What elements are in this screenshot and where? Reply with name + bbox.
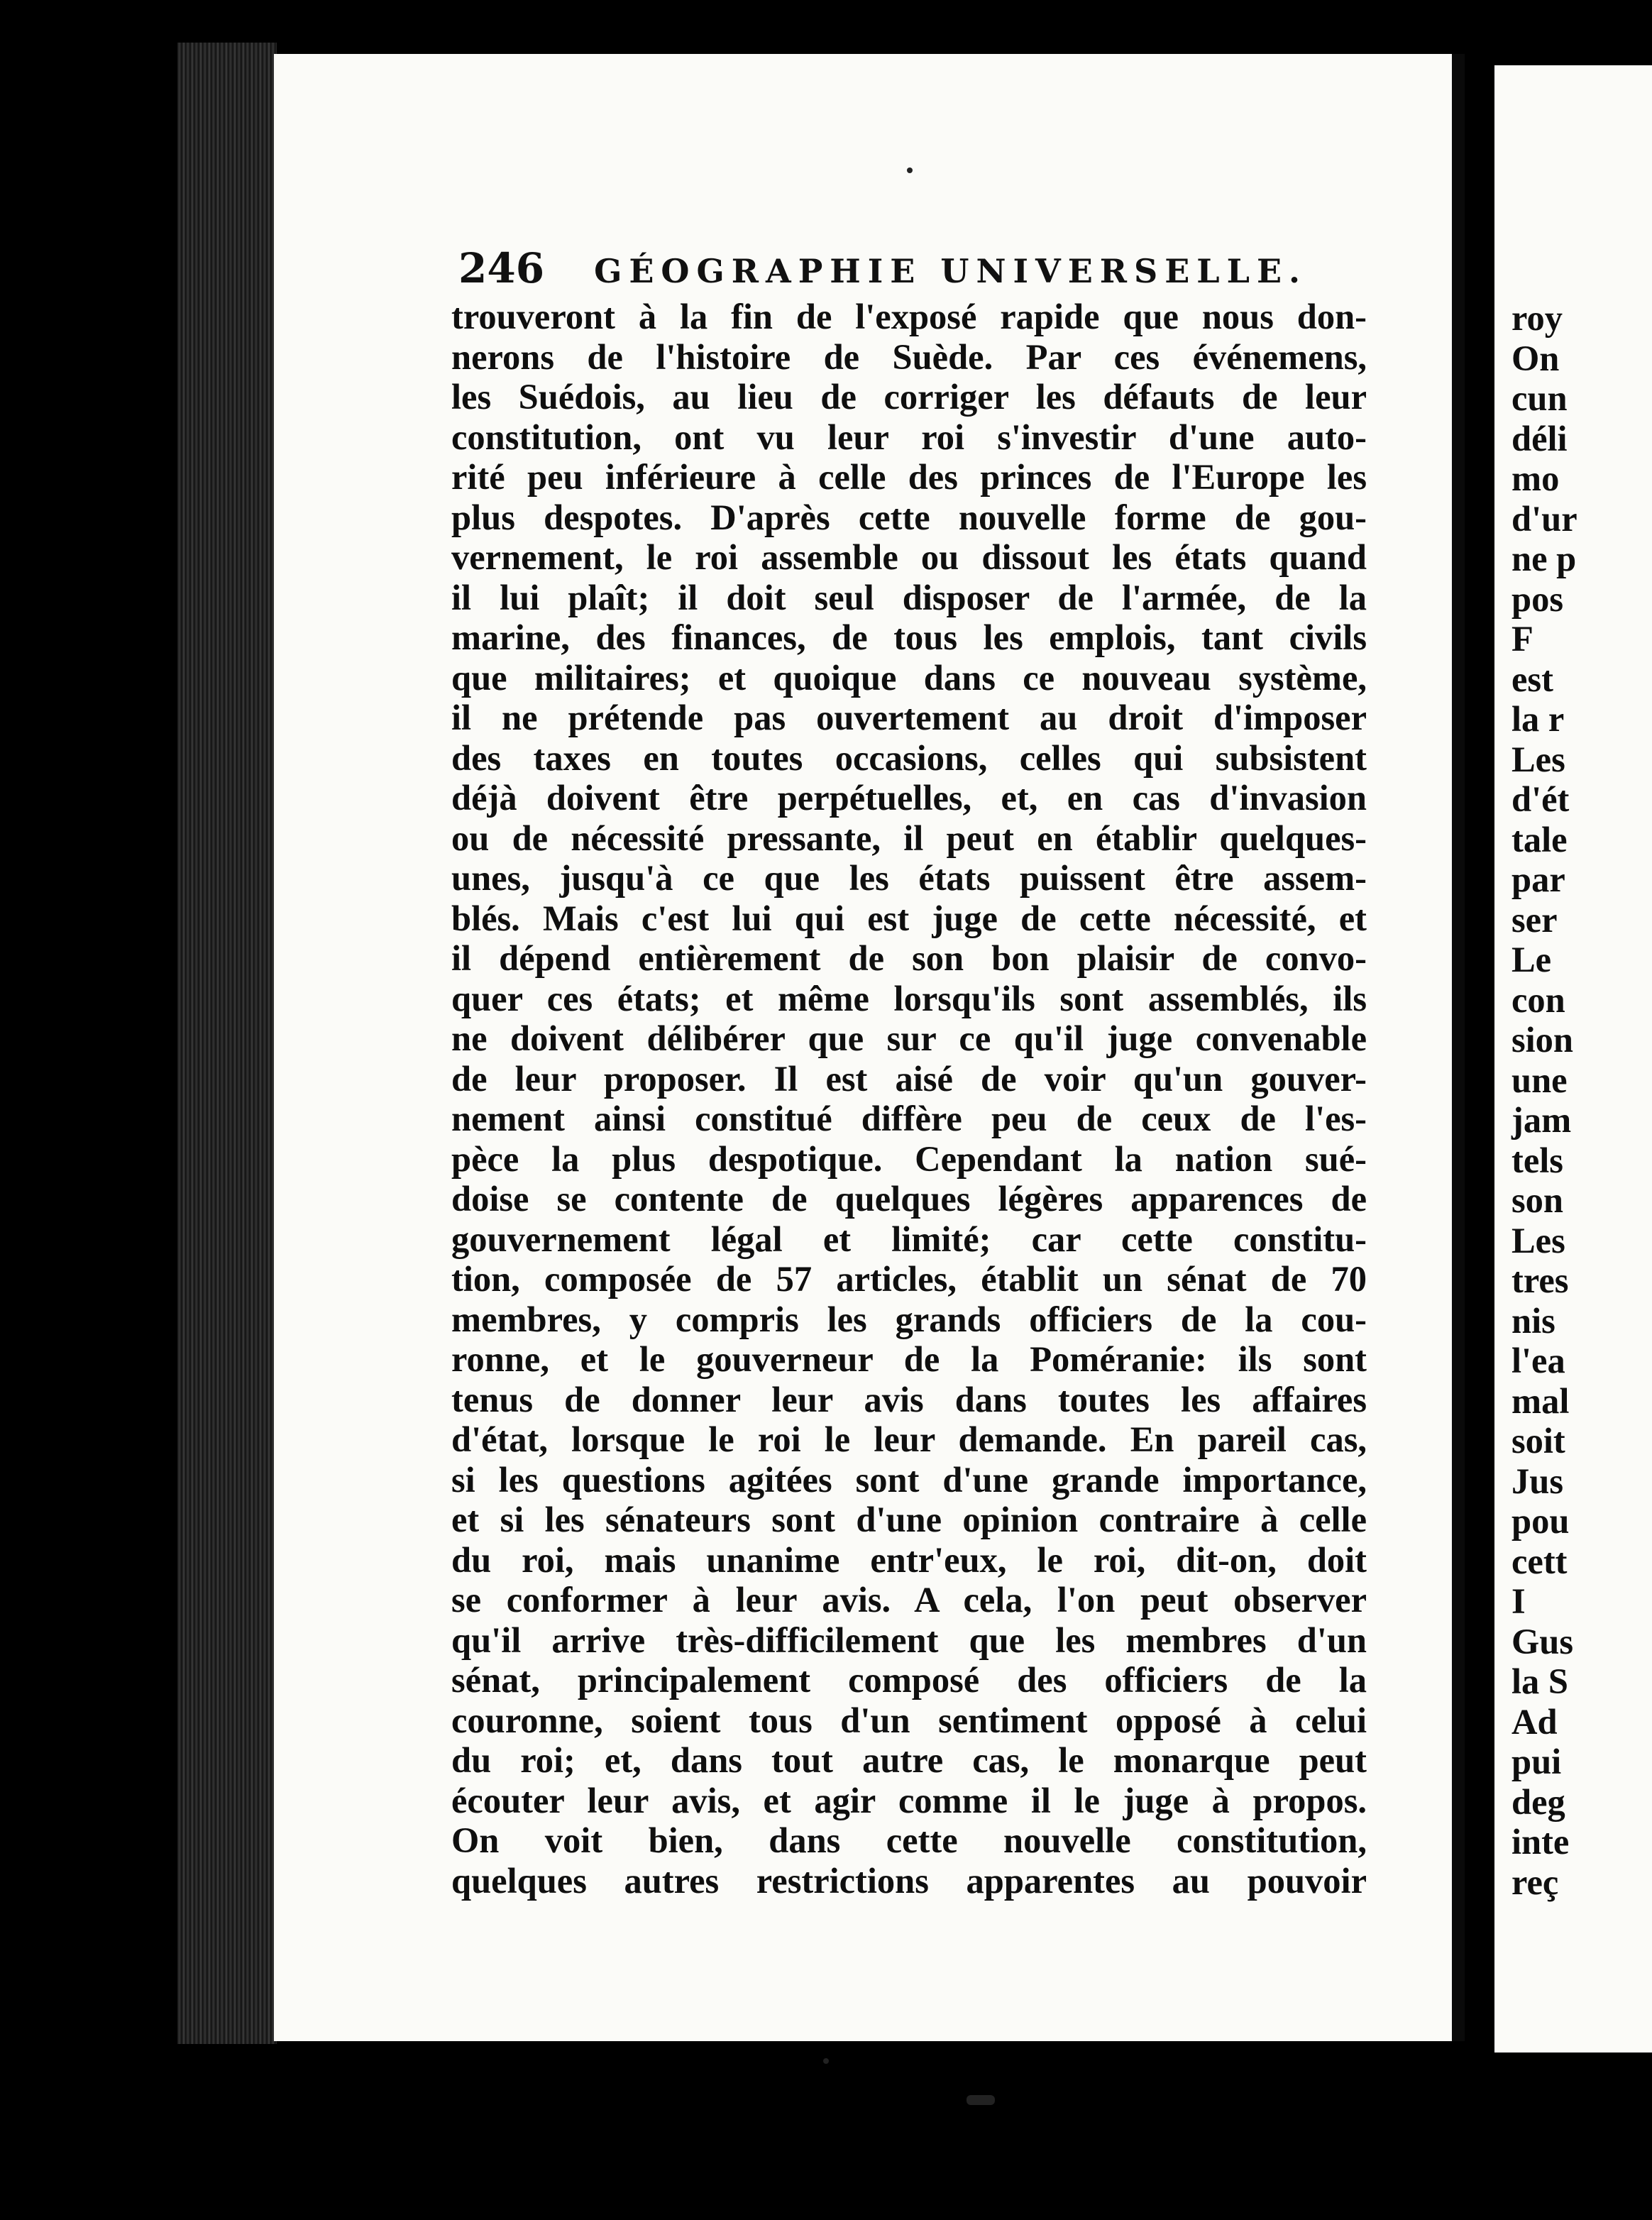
right-page-line-fragment: cun (1511, 378, 1568, 418)
right-page-line-fragment: inte (1511, 1822, 1570, 1862)
text-line: nement ainsi constitué diffère peu de ceux de l'es- (451, 1099, 1367, 1138)
text-line: quelques autres restrictions apparentes au pouvoir (451, 1860, 1367, 1901)
text-line: sénat, principalement composé des officiers de la (451, 1660, 1367, 1700)
text-line: trouveront à la fin de l'exposé rapide que nous don- (451, 297, 1367, 336)
right-page-line-fragment: déli (1511, 418, 1568, 458)
right-page-text-fragments (1511, 298, 1652, 1902)
right-page-line-fragment: soit (1511, 1421, 1565, 1461)
right-page-line-fragment: reç (1511, 1862, 1559, 1902)
scan-speck (823, 2058, 829, 2064)
right-page-line-fragment: tres (1511, 1260, 1569, 1300)
right-page-line-fragment: par (1511, 859, 1565, 899)
body-text (451, 297, 1367, 1901)
text-line: On voit bien, dans cette nouvelle constitution, (451, 1820, 1367, 1860)
scan-speck (907, 167, 913, 173)
text-line: nerons de l'histoire de Suède. Par ces événemens, (451, 336, 1367, 377)
text-line: de leur proposer. Il est aisé de voir qu'un gouver- (451, 1058, 1367, 1099)
text-line: du roi; et, dans tout autre cas, le monarque peut (451, 1740, 1367, 1780)
right-page-line-fragment: pos (1511, 578, 1563, 619)
text-line: rité peu inférieure à celle des princes de l'Europe les (451, 457, 1367, 497)
text-line: il ne prétende pas ouvertement au droit d'imposer (451, 698, 1367, 737)
text-line: blés. Mais c'est lui qui est juge de cette nécessité, et (451, 898, 1367, 938)
text-line: se conformer à leur avis. A cela, l'on peut observer (451, 1580, 1367, 1620)
text-line: membres, y compris les grands officiers de la cou- (451, 1299, 1367, 1339)
text-line: déjà doivent être perpétuelles, et, en cas d'invasion (451, 778, 1367, 818)
text-line: couronne, soient tous d'un sentiment opposé à celui (451, 1700, 1367, 1740)
text-line: ne doivent délibérer que sur ce qu'il juge convenable (451, 1018, 1367, 1058)
running-title: GÉOGRAPHIE UNIVERSELLE. (594, 252, 1308, 290)
right-page-line-fragment: mal (1511, 1380, 1570, 1421)
right-page-line-fragment: est (1511, 659, 1553, 699)
page-header (458, 244, 1523, 301)
right-page-line-fragment: Les (1511, 1220, 1565, 1260)
right-page-line-fragment: ne p (1511, 539, 1577, 578)
text-line: marine, des finances, de tous les emplois, tant civils (451, 617, 1367, 657)
text-line: d'état, lorsque le roi le leur demande. En pareil cas, (451, 1419, 1367, 1459)
right-page-line-fragment: d'ur (1511, 498, 1577, 539)
text-line: tenus de donner leur avis dans toutes les affaires (451, 1379, 1367, 1419)
right-page-line-fragment: pou (1511, 1501, 1570, 1541)
right-page-line-fragment: ser (1511, 899, 1558, 940)
right-page-line-fragment: Gus (1511, 1621, 1574, 1661)
text-line: quer ces états; et même lorsqu'ils sont assemblés, ils (451, 978, 1367, 1018)
text-line: vernement, le roi assemble ou dissout les états quand (451, 537, 1367, 577)
right-page-line-fragment: deg (1511, 1781, 1565, 1822)
right-page-line-fragment: d'ét (1511, 779, 1570, 819)
right-page-line-fragment: con (1511, 979, 1565, 1020)
right-page-line-fragment: jam (1511, 1100, 1572, 1140)
text-line: écouter leur avis, et agir comme il le juge à propos. (451, 1780, 1367, 1820)
right-page-line-fragment: nis (1511, 1300, 1555, 1341)
right-page-line-fragment: pui (1511, 1742, 1562, 1781)
right-page-line-fragment: tels (1511, 1140, 1563, 1180)
right-page-line-fragment: une (1511, 1060, 1568, 1100)
text-line: et si les sénateurs sont d'une opinion contraire à celle (451, 1500, 1367, 1539)
right-page-line-fragment: la r (1511, 699, 1565, 739)
text-line: ronne, et le gouverneur de la Poméranie: ils sont (451, 1339, 1367, 1379)
text-line: gouvernement légal et limité; car cette constitu- (451, 1219, 1367, 1259)
right-page-line-fragment: Jus (1511, 1461, 1563, 1501)
book-page-edges (177, 43, 277, 2044)
text-line: les Suédois, au lieu de corriger les défauts de leur (451, 377, 1367, 417)
text-line: si les questions agitées sont d'une grande importance, (451, 1459, 1367, 1500)
text-line: pèce la plus despotique. Cependant la nation sué- (451, 1138, 1367, 1179)
text-line: doise se contente de quelques légères apparences de (451, 1179, 1367, 1219)
right-page-line-fragment: roy (1511, 298, 1563, 338)
text-line: qu'il arrive très-difficilement que les membres d'un (451, 1620, 1367, 1660)
text-line: il dépend entièrement de son bon plaisir de convo- (451, 938, 1367, 978)
text-line: il lui plaît; il doit seul disposer de l'armée, de la (451, 577, 1367, 617)
page-number: 246 (458, 244, 545, 292)
right-page-line-fragment: Le (1511, 940, 1552, 979)
right-page-line-fragment: I (1511, 1581, 1526, 1621)
text-line: constitution, ont vu leur roi s'investir d'une auto- (451, 417, 1367, 457)
text-line: unes, jusqu'à ce que les états puissent être assem- (451, 858, 1367, 898)
right-page-line-fragment: sion (1511, 1020, 1574, 1060)
right-page-line-fragment: la S (1511, 1661, 1568, 1701)
text-line: que militaires; et quoique dans ce nouveau système, (451, 657, 1367, 698)
right-page-line-fragment: tale (1511, 819, 1568, 859)
text-line: plus despotes. D'après cette nouvelle forme de gou- (451, 497, 1367, 537)
right-page-line-fragment: cett (1511, 1541, 1568, 1581)
text-line: du roi, mais unanime entr'eux, le roi, dit-on, doit (451, 1539, 1367, 1580)
right-page-line-fragment: On (1511, 338, 1560, 378)
right-page-line-fragment: F (1511, 619, 1533, 659)
scan-speck (967, 2095, 995, 2105)
right-page-line-fragment: Ad (1511, 1701, 1558, 1742)
text-line: ou de nécessité pressante, il peut en établir quelques- (451, 818, 1367, 858)
text-line: tion, composée de 57 articles, établit un sénat de 70 (451, 1259, 1367, 1299)
text-line: des taxes en toutes occasions, celles qui subsistent (451, 737, 1367, 778)
right-page-line-fragment: l'ea (1511, 1341, 1565, 1380)
right-page-line-fragment: son (1511, 1180, 1563, 1220)
right-page-line-fragment: mo (1511, 458, 1560, 498)
right-page-line-fragment: Les (1511, 739, 1565, 779)
